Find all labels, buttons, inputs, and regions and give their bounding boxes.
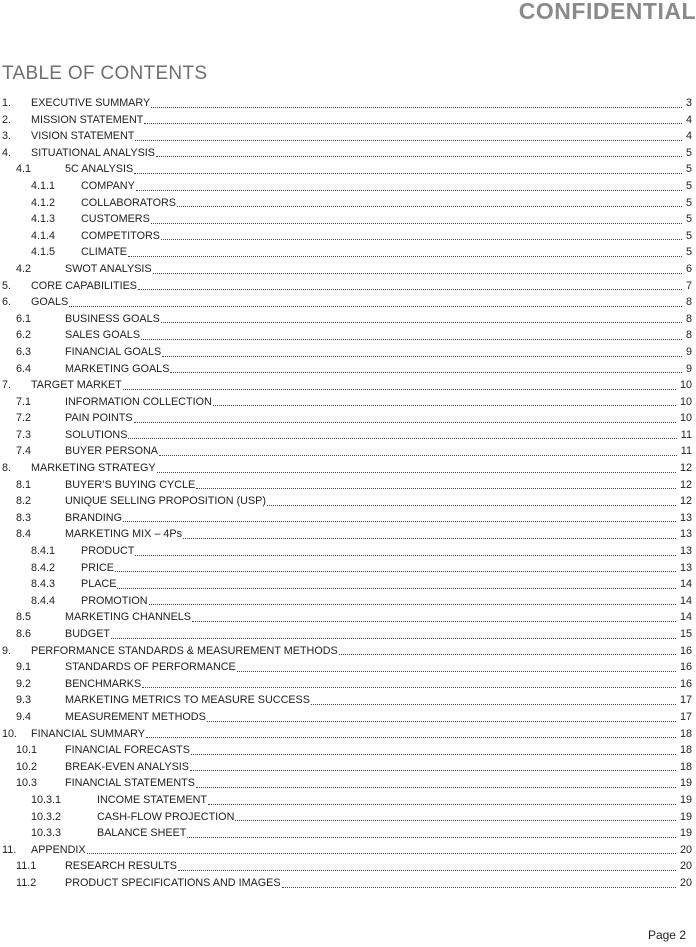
toc-entry-number: 8.5: [16, 611, 32, 624]
toc-entry-label[interactable]: PROMOTION: [81, 594, 148, 607]
toc-entry-page[interactable]: 13: [679, 561, 692, 574]
toc-entry-label[interactable]: MARKETING CHANNELS: [65, 611, 191, 624]
toc-entry[interactable]: [0, 858, 692, 875]
dot-leader: [192, 609, 678, 626]
dot-leader: [237, 659, 678, 676]
toc-entry-label[interactable]: MARKETING MIX – 4Ps: [65, 528, 182, 541]
toc-entry-number: 4.1.2: [31, 196, 56, 209]
toc-entry-label[interactable]: APPENDIX: [31, 843, 86, 856]
dot-leader: [135, 543, 678, 560]
toc-entry[interactable]: [0, 742, 692, 759]
dot-leader: [161, 311, 684, 328]
toc-entry-label[interactable]: PLACE: [81, 578, 117, 591]
toc-entry[interactable]: [0, 526, 692, 543]
toc-entry-page[interactable]: 9: [685, 345, 692, 358]
toc-entry-label[interactable]: UNIQUE SELLING PROPOSITION (USP): [65, 495, 266, 508]
toc-entry-label[interactable]: VISION STATEMENT: [31, 130, 135, 143]
toc-list: [0, 95, 692, 892]
toc-entry[interactable]: [0, 95, 692, 112]
toc-entry[interactable]: [0, 477, 692, 494]
toc-entry-page[interactable]: 20: [679, 843, 692, 856]
toc-entry-page[interactable]: 10: [679, 379, 692, 392]
toc-entry[interactable]: [0, 211, 692, 228]
toc-entry-number: 10.: [2, 727, 18, 740]
dot-leader: [178, 858, 678, 875]
toc-entry-page[interactable]: 5: [685, 146, 692, 159]
toc-entry-number: 4.2: [16, 262, 32, 275]
toc-entry-number: 9.4: [16, 710, 32, 723]
toc-entry-page[interactable]: 13: [679, 545, 692, 558]
toc-entry[interactable]: [0, 244, 692, 261]
dot-leader: [196, 477, 678, 494]
toc-entry-page[interactable]: 11: [680, 428, 692, 441]
toc-entry-label[interactable]: GOALS: [31, 296, 69, 309]
toc-entry-label[interactable]: BUYER’S BUYING CYCLE: [65, 478, 196, 491]
toc-entry-label[interactable]: FINANCIAL GOALS: [65, 345, 162, 358]
toc-entry-number: 7.4: [16, 445, 32, 458]
toc-entry[interactable]: [0, 311, 692, 328]
toc-entry-page[interactable]: 8: [685, 296, 692, 309]
toc-entry-label[interactable]: EXECUTIVE SUMMARY: [31, 97, 151, 109]
dot-leader: [123, 510, 678, 527]
toc-entry-number: 4.1.3: [31, 213, 56, 226]
toc-entry[interactable]: [0, 460, 692, 477]
toc-entry[interactable]: [0, 128, 692, 145]
toc-entry-number: 5.: [2, 279, 12, 292]
dot-leader: [213, 394, 678, 411]
toc-entry-label[interactable]: CASH-FLOW PROJECTION: [97, 810, 235, 823]
toc-entry-label[interactable]: MARKETING STRATEGY: [31, 462, 156, 475]
toc-entry[interactable]: [0, 825, 692, 842]
toc-entry-number: 7.3: [16, 428, 32, 441]
dot-leader: [135, 128, 684, 145]
toc-entry-label[interactable]: PRICE: [81, 561, 114, 574]
dot-leader: [117, 576, 678, 593]
toc-entry-number: 9.1: [16, 661, 32, 674]
toc-entry[interactable]: [0, 510, 692, 527]
toc-entry[interactable]: [0, 112, 692, 129]
dot-leader: [156, 145, 684, 162]
toc-entry-label[interactable]: MEASUREMENT METHODS: [65, 710, 206, 723]
toc-entry[interactable]: [0, 560, 692, 577]
toc-entry-page[interactable]: 10: [679, 412, 692, 425]
toc-entry[interactable]: [0, 278, 692, 295]
toc-entry-label[interactable]: BUYER PERSONA: [65, 445, 158, 458]
toc-entry-number: 11.2: [16, 876, 37, 889]
toc-entry[interactable]: [0, 161, 692, 178]
toc-entry[interactable]: [0, 676, 692, 693]
toc-entry[interactable]: [0, 410, 692, 427]
toc-entry-page[interactable]: 8: [685, 329, 692, 342]
dot-leader: [136, 178, 684, 195]
toc-entry[interactable]: [0, 261, 692, 278]
toc-entry-number: 6.: [2, 296, 12, 309]
toc-entry-label[interactable]: STANDARDS OF PERFORMANCE: [65, 661, 236, 674]
toc-entry-number: 8.3: [16, 511, 32, 524]
toc-entry-number: 8.1: [16, 478, 32, 491]
toc-entry-page[interactable]: 5: [685, 246, 692, 259]
toc-entry-page[interactable]: 4: [685, 113, 692, 126]
toc-entry-page[interactable]: 14: [679, 578, 692, 591]
toc-entry[interactable]: [0, 294, 692, 311]
toc-entry[interactable]: [0, 759, 692, 776]
toc-entry-number: 1.: [2, 97, 12, 109]
dot-leader: [138, 278, 684, 295]
toc-entry-label[interactable]: MISSION STATEMENT: [31, 113, 144, 126]
toc-entry-number: 2.: [2, 113, 12, 126]
toc-entry-number: 10.3.2: [31, 810, 62, 823]
toc-entry-page[interactable]: 19: [679, 777, 692, 790]
toc-entry-number: 6.4: [16, 362, 32, 375]
toc-entry-label[interactable]: CLIMATE: [81, 246, 127, 259]
toc-entry-number: 11.: [2, 843, 17, 856]
toc-entry-number: 10.3.1: [31, 793, 62, 806]
dot-leader: [208, 792, 678, 809]
toc-entry-label[interactable]: BRANDING: [65, 511, 122, 524]
toc-entry-label[interactable]: COLLABORATORS: [81, 196, 176, 209]
toc-entry-label[interactable]: BUSINESS GOALS: [65, 312, 160, 325]
toc-entry-page[interactable]: 18: [679, 760, 692, 773]
toc-entry-page[interactable]: 18: [679, 727, 692, 740]
toc-entry-page[interactable]: 17: [679, 694, 692, 707]
dot-leader: [177, 195, 684, 212]
toc-entry[interactable]: [0, 626, 692, 643]
toc-entry-number: 4.1.4: [31, 229, 56, 242]
toc-entry-page[interactable]: 5: [685, 196, 692, 209]
dot-leader: [190, 759, 678, 776]
toc-entry-page[interactable]: 6: [685, 262, 692, 275]
toc-entry[interactable]: [0, 659, 692, 676]
dot-leader: [144, 112, 684, 129]
toc-entry[interactable]: [0, 643, 692, 660]
toc-entry-number: 11.1: [16, 860, 37, 873]
toc-entry-number: 6.2: [16, 329, 32, 342]
toc-entry[interactable]: [0, 377, 692, 394]
toc-entry-number: 7.1: [16, 395, 32, 408]
toc-entry-label[interactable]: FINANCIAL SUMMARY: [31, 727, 145, 740]
toc-entry-page[interactable]: 20: [679, 860, 692, 873]
dot-leader: [115, 560, 678, 577]
toc-entry-number: 8.4.3: [31, 578, 56, 591]
toc-entry-page[interactable]: 5: [685, 229, 692, 242]
toc-entry[interactable]: [0, 593, 692, 610]
dot-leader: [161, 228, 684, 245]
toc-entry-label[interactable]: PERFORMANCE STANDARDS & MEASUREMENT METHODS: [31, 644, 338, 657]
dot-leader: [141, 327, 684, 344]
toc-entry-label[interactable]: MARKETING GOALS: [65, 362, 170, 375]
toc-entry-page[interactable]: 14: [679, 611, 692, 624]
toc-entry-label[interactable]: SITUATIONAL ANALYSIS: [31, 146, 155, 159]
dot-leader: [267, 493, 678, 510]
toc-entry-page[interactable]: 5: [685, 163, 692, 176]
toc-entry-label[interactable]: COMPANY: [81, 179, 135, 192]
confidential-header: CONFIDENTIAL: [518, 0, 696, 24]
toc-entry[interactable]: [0, 775, 692, 792]
toc-entry[interactable]: [0, 394, 692, 411]
toc-entry-page[interactable]: 12: [679, 462, 692, 475]
toc-entry-label[interactable]: BENCHMARKS: [65, 677, 142, 690]
toc-entry-page[interactable]: 14: [679, 594, 692, 607]
toc-entry-number: 9.: [2, 644, 12, 657]
toc-entry-number: 8.4.1: [31, 545, 56, 558]
dot-leader: [187, 825, 678, 842]
toc-entry[interactable]: [0, 609, 692, 626]
dot-leader: [282, 875, 678, 892]
dot-leader: [339, 643, 678, 660]
toc-entry-label[interactable]: 5C ANALYSIS: [65, 163, 134, 176]
dot-leader: [235, 809, 678, 826]
toc-entry-page[interactable]: 4: [685, 130, 692, 143]
toc-entry-label[interactable]: TARGET MARKET: [31, 379, 122, 392]
toc-entry-number: 8.6: [16, 628, 32, 640]
dot-leader: [128, 427, 678, 444]
toc-entry-number: 9.2: [16, 677, 32, 690]
toc-entry-label[interactable]: INCOME STATEMENT: [97, 793, 207, 806]
toc-entry[interactable]: [0, 145, 692, 162]
dot-leader: [142, 676, 678, 693]
toc-entry-page[interactable]: 20: [679, 876, 692, 889]
toc-entry-label[interactable]: RESEARCH RESULTS: [65, 860, 177, 873]
dot-leader: [111, 626, 678, 643]
dot-leader: [151, 95, 684, 112]
toc-entry-page[interactable]: 16: [679, 644, 692, 657]
toc-entry-number: 8.4.4: [31, 594, 56, 607]
toc-entry-number: 10.3: [16, 777, 38, 790]
toc-entry-label[interactable]: SWOT ANALYSIS: [65, 262, 152, 275]
toc-entry-label[interactable]: BREAK-EVEN ANALYSIS: [65, 760, 190, 773]
toc-entry-number: 8.: [2, 462, 12, 475]
toc-entry-label[interactable]: COMPETITORS: [81, 229, 160, 242]
toc-entry-page[interactable]: 16: [679, 661, 692, 674]
toc-entry[interactable]: [0, 195, 692, 212]
toc-entry-page[interactable]: 8: [685, 312, 692, 325]
toc-entry-number: 4.1: [16, 163, 32, 176]
toc-entry-number: 4.1.5: [31, 246, 56, 259]
toc-entry-number: 7.2: [16, 412, 32, 425]
toc-entry-number: 10.2: [16, 760, 38, 773]
dot-leader: [134, 410, 678, 427]
toc-entry-page[interactable]: 19: [679, 810, 692, 823]
dot-leader: [196, 775, 678, 792]
toc-entry-label[interactable]: SOLUTIONS: [65, 428, 128, 441]
toc-entry-number: 4.1.1: [31, 179, 56, 192]
toc-entry-page[interactable]: 16: [679, 677, 692, 690]
toc-entry[interactable]: [0, 361, 692, 378]
toc-entry-label[interactable]: PRODUCT: [81, 545, 135, 558]
dot-leader: [151, 211, 684, 228]
toc-entry-page[interactable]: 10: [679, 395, 692, 408]
toc-entry-label[interactable]: FINANCIAL STATEMENTS: [65, 777, 195, 790]
toc-entry-page[interactable]: 12: [679, 495, 692, 508]
dot-leader: [149, 593, 678, 610]
toc-entry-label[interactable]: PAIN POINTS: [65, 412, 133, 425]
toc-entry-number: 4.: [2, 146, 12, 159]
dot-leader: [87, 842, 678, 859]
toc-entry[interactable]: [0, 344, 692, 361]
toc-entry-page[interactable]: 7: [685, 279, 692, 292]
toc-entry-number: 8.2: [16, 495, 32, 508]
dot-leader: [207, 709, 678, 726]
toc-entry-page[interactable]: 3: [685, 97, 692, 109]
dot-leader: [183, 526, 678, 543]
toc-entry[interactable]: [0, 228, 692, 245]
toc-entry-number: 7.: [2, 379, 12, 392]
toc-entry-page[interactable]: 13: [679, 511, 692, 524]
toc-entry-page[interactable]: 11: [680, 445, 692, 458]
toc-entry-number: 6.3: [16, 345, 32, 358]
dot-leader: [69, 294, 684, 311]
toc-entry-label[interactable]: FINANCIAL FORECASTS: [65, 744, 190, 757]
toc-entry[interactable]: [0, 178, 692, 195]
dot-leader: [146, 726, 678, 743]
toc-entry-number: 9.3: [16, 694, 32, 707]
toc-entry[interactable]: [0, 543, 692, 560]
toc-entry-page[interactable]: 17: [679, 710, 692, 723]
toc-entry[interactable]: [0, 875, 692, 892]
toc-entry-label[interactable]: SALES GOALS: [65, 329, 141, 342]
toc-entry-label[interactable]: BUDGET: [65, 628, 110, 640]
toc-entry-label[interactable]: CORE CAPABILITIES: [31, 279, 137, 292]
dot-leader: [157, 460, 678, 477]
toc-entry[interactable]: [0, 792, 692, 809]
toc-entry-page[interactable]: 15: [679, 628, 692, 640]
toc-entry[interactable]: [0, 443, 692, 460]
toc-entry-number: 8.4.2: [31, 561, 56, 574]
dot-leader: [311, 692, 678, 709]
toc-entry[interactable]: [0, 427, 692, 444]
toc-entry-page[interactable]: 5: [685, 179, 692, 192]
toc-entry-page[interactable]: 13: [679, 528, 692, 541]
toc-entry-number: 3.: [2, 130, 12, 143]
toc-entry[interactable]: [0, 576, 692, 593]
dot-leader: [134, 161, 684, 178]
toc-entry[interactable]: [0, 726, 692, 743]
toc-entry-label[interactable]: PRODUCT SPECIFICATIONS AND IMAGES: [65, 876, 281, 889]
toc-entry-page[interactable]: 18: [679, 744, 692, 757]
toc-entry-page[interactable]: 19: [679, 827, 692, 840]
toc-entry-page[interactable]: 9: [685, 362, 692, 375]
dot-leader: [128, 244, 684, 261]
toc-entry-label[interactable]: MARKETING METRICS TO MEASURE SUCCESS: [65, 694, 310, 707]
toc-entry-page[interactable]: 12: [679, 478, 692, 491]
toc-entry-label[interactable]: BALANCE SHEET: [97, 827, 187, 840]
toc-entry[interactable]: [0, 709, 692, 726]
toc-entry[interactable]: [0, 493, 692, 510]
toc-entry-page[interactable]: 19: [679, 793, 692, 806]
dot-leader: [123, 377, 678, 394]
toc-entry-number: 8.4: [16, 528, 32, 541]
dot-leader: [162, 344, 684, 361]
dot-leader: [153, 261, 684, 278]
toc-entry[interactable]: [0, 692, 692, 709]
toc-title: TABLE OF CONTENTS: [2, 63, 208, 84]
toc-entry-label[interactable]: INFORMATION COLLECTION: [65, 395, 212, 408]
toc-entry-number: 6.1: [16, 312, 32, 325]
toc-entry-label[interactable]: CUSTOMERS: [81, 213, 150, 226]
dot-leader: [191, 742, 678, 759]
dot-leader: [170, 361, 684, 378]
toc-entry-number: 10.3.3: [31, 827, 62, 840]
toc-entry-number: 10.1: [16, 744, 38, 757]
toc-entry[interactable]: [0, 809, 692, 826]
toc-entry[interactable]: [0, 842, 692, 859]
page-number-footer: Page 2: [647, 928, 686, 942]
dot-leader: [159, 443, 679, 460]
toc-entry[interactable]: [0, 327, 692, 344]
toc-entry-page[interactable]: 5: [685, 213, 692, 226]
